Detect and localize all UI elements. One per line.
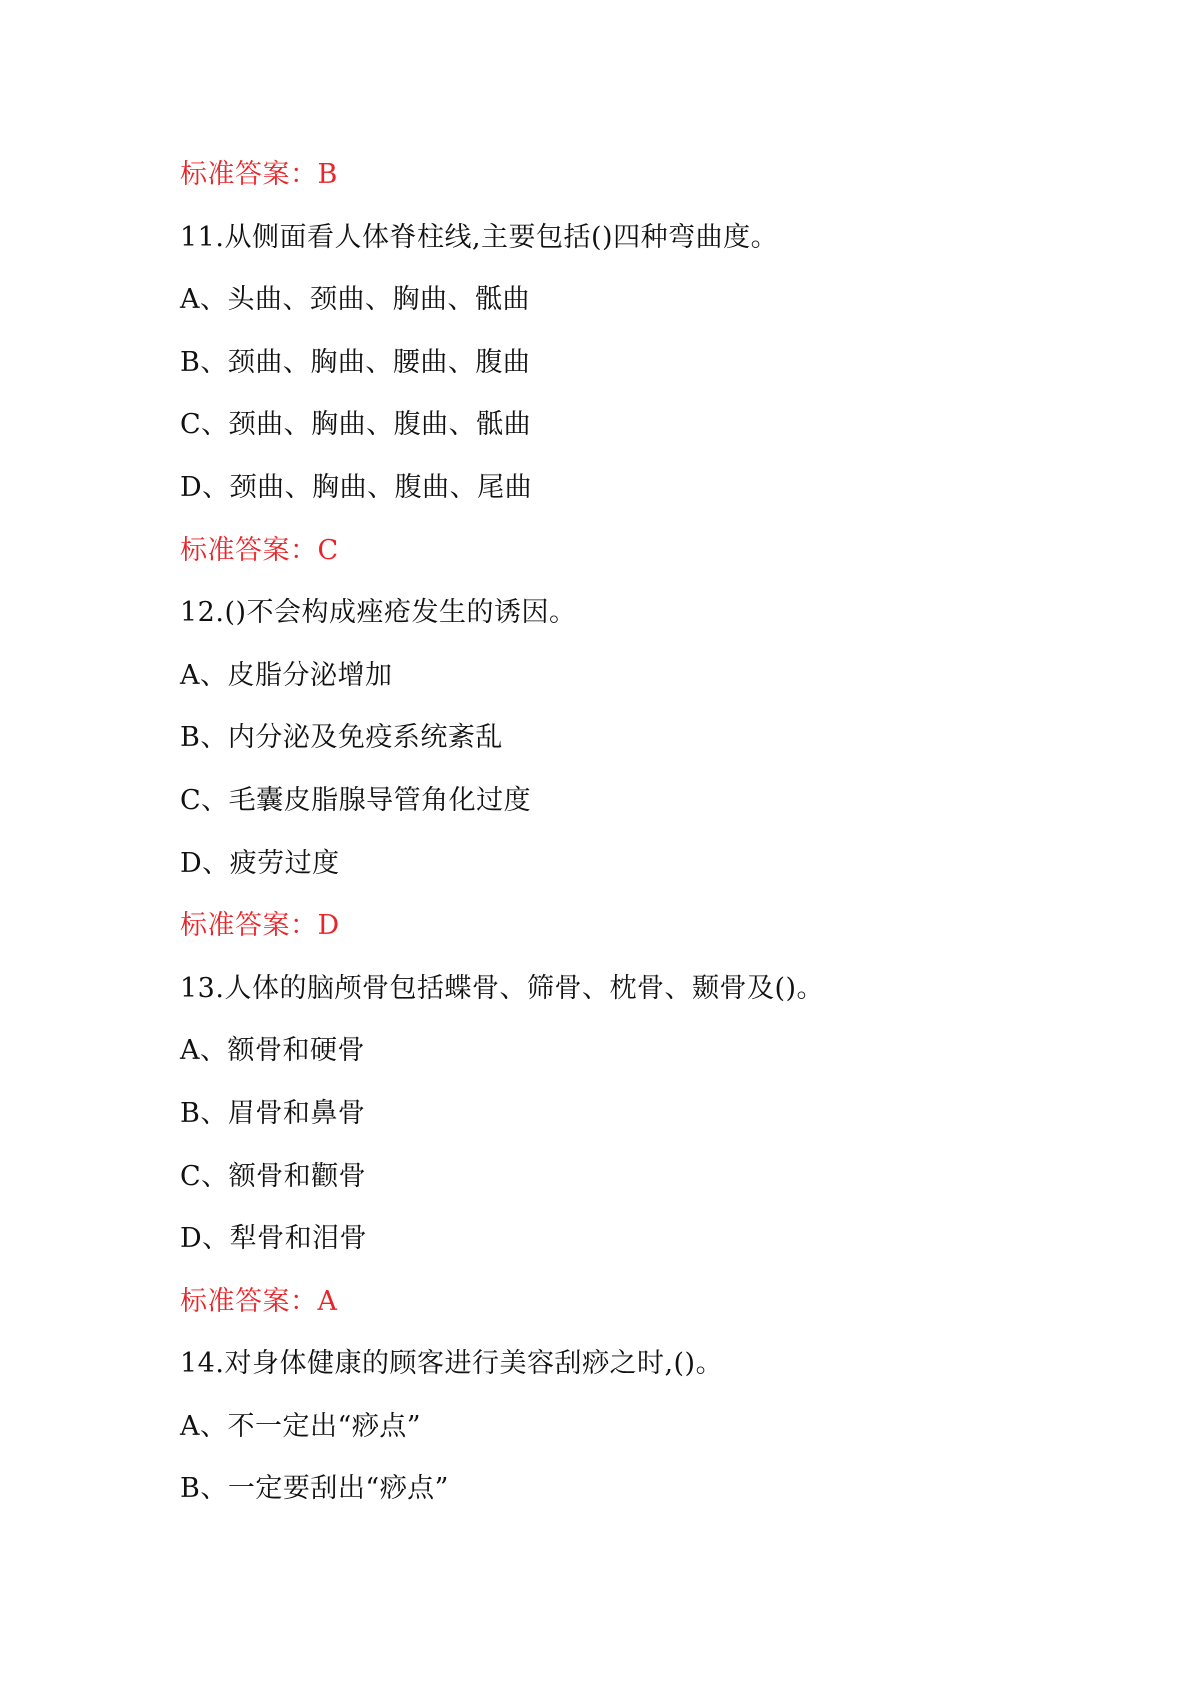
option-c: C、颈曲、胸曲、腹曲、骶曲 (180, 409, 532, 441)
answer-label: 标准答案： (180, 1285, 318, 1317)
option-a: A、不一定出“痧点” (180, 1410, 422, 1442)
option-d: D、疲劳过度 (180, 847, 340, 879)
question-text: 13.人体的脑颅骨包括蝶骨、筛骨、枕骨、颞骨及()。 (180, 972, 825, 1004)
option-b: B、眉骨和鼻骨 (180, 1097, 366, 1129)
option-c: C、毛囊皮脂腺导管角化过度 (180, 784, 532, 816)
answer-label: 标准答案： (180, 159, 318, 190)
question-text: 11.从侧面看人体脊柱线,主要包括()四种弯曲度。 (180, 221, 779, 253)
answer-label: 标准答案： (180, 534, 318, 566)
option-b: B、颈曲、胸曲、腰曲、腹曲 (180, 346, 531, 378)
option-a: A、皮脂分泌增加 (180, 659, 393, 691)
option-d: D、颈曲、胸曲、腹曲、尾曲 (180, 471, 533, 503)
question-text: 14.对身体健康的顾客进行美容刮痧之时,()。 (180, 1348, 724, 1380)
option-a: A、头曲、颈曲、胸曲、骶曲 (180, 284, 530, 316)
standard-answer (180, 895, 1080, 958)
answer-value: D (317, 910, 340, 942)
standard-answer (180, 520, 1080, 583)
question-list (180, 144, 1080, 1521)
standard-answer (180, 144, 1080, 207)
option-b: B、内分泌及免疫系统紊乱 (180, 722, 503, 754)
answer-value: B (317, 159, 338, 190)
question-text: 12.()不会构成痤疮发生的诱因。 (180, 597, 577, 629)
option-d: D、犁骨和泪骨 (180, 1223, 368, 1255)
answer-value: A (317, 1285, 338, 1317)
option-b: B、一定要刮出“痧点” (180, 1473, 449, 1505)
answer-value: C (317, 534, 339, 566)
option-c: C、额骨和颧骨 (180, 1160, 367, 1192)
option-a: A、额骨和硬骨 (180, 1035, 365, 1067)
answer-label: 标准答案： (180, 910, 318, 942)
standard-answer (180, 1271, 1080, 1334)
